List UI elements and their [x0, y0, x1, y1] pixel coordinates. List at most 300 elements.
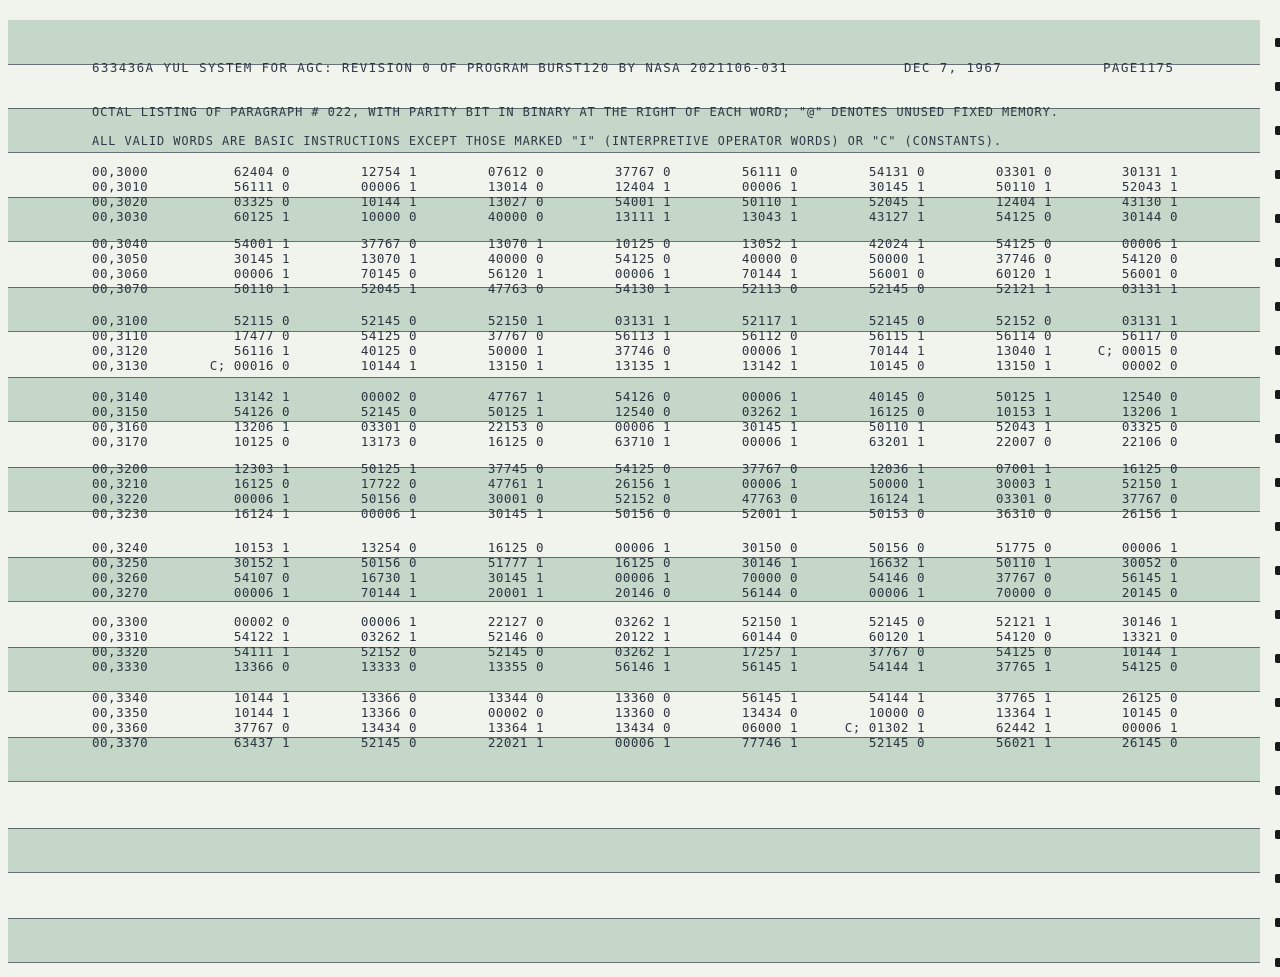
octal-word: 40125 0 — [360, 343, 417, 358]
listing-row — [0, 281, 1280, 296]
octal-word: 10144 1 — [1121, 644, 1178, 659]
octal-word: 22153 0 — [487, 419, 544, 434]
octal-word: 54146 0 — [868, 570, 925, 585]
octal-word: 10144 1 — [360, 358, 417, 373]
octal-word: 12540 0 — [1121, 389, 1178, 404]
octal-word: 26125 0 — [1121, 690, 1178, 705]
octal-word: 52145 0 — [868, 735, 925, 750]
octal-word: 12404 1 — [995, 194, 1052, 209]
octal-word: 50156 0 — [360, 555, 417, 570]
paragraph-description: OCTAL LISTING OF PARAGRAPH # 022, WITH PARITY BIT IN BINARY AT THE RIGHT OF EACH WORD; "@" DENOTES UNUSED FIXED MEMORY. — [92, 105, 1059, 119]
octal-word: 43130 1 — [1121, 194, 1178, 209]
octal-word: 17477 0 — [233, 328, 290, 343]
rule-line — [8, 781, 1260, 782]
octal-word: 16125 0 — [233, 476, 290, 491]
octal-word: 54126 0 — [233, 404, 290, 419]
green-band — [8, 918, 1260, 962]
octal-word: 50125 1 — [487, 404, 544, 419]
octal-word: 00006 1 — [614, 735, 671, 750]
octal-word: 56021 1 — [995, 735, 1052, 750]
octal-word: 06000 1 — [741, 720, 798, 735]
octal-word: 22106 0 — [1121, 434, 1178, 449]
octal-word: C; 00015 0 — [1097, 343, 1178, 358]
octal-word: 54126 0 — [614, 389, 671, 404]
octal-word: 00002 0 — [360, 389, 417, 404]
perforation-hole — [1275, 786, 1280, 795]
octal-word: 30145 1 — [868, 179, 925, 194]
address-label: 00,3340 — [92, 690, 149, 705]
octal-word: 13040 1 — [995, 343, 1052, 358]
word-legend: ALL VALID WORDS ARE BASIC INSTRUCTIONS EXCEPT THOSE MARKED "I" (INTERPRETIVE OPERATOR WORDS) OR "C" (CONSTANTS). — [92, 134, 1002, 148]
octal-word: 52145 0 — [360, 313, 417, 328]
octal-word: 13135 1 — [614, 358, 671, 373]
octal-word: 40000 0 — [487, 209, 544, 224]
octal-word: 13027 0 — [487, 194, 544, 209]
octal-word: 40145 0 — [868, 389, 925, 404]
listing-row — [0, 179, 1280, 194]
address-label: 00,3010 — [92, 179, 149, 194]
octal-word: 13360 0 — [614, 705, 671, 720]
octal-word: 30150 0 — [741, 540, 798, 555]
octal-word: 52150 1 — [487, 313, 544, 328]
address-label: 00,3050 — [92, 251, 149, 266]
octal-word: 54144 1 — [868, 659, 925, 674]
octal-word: 13070 1 — [487, 236, 544, 251]
octal-word: 52145 0 — [487, 644, 544, 659]
rule-line — [8, 918, 1260, 919]
octal-word: 03131 1 — [1121, 281, 1178, 296]
octal-word: 77746 1 — [741, 735, 798, 750]
octal-word: 63437 1 — [233, 735, 290, 750]
octal-word: 56146 1 — [614, 659, 671, 674]
octal-word: 13434 0 — [741, 705, 798, 720]
octal-word: 50153 0 — [868, 506, 925, 521]
octal-word: 52150 1 — [741, 614, 798, 629]
octal-word: 52113 0 — [741, 281, 798, 296]
rule-line — [8, 962, 1260, 963]
octal-word: 10145 0 — [868, 358, 925, 373]
octal-word: 52043 1 — [995, 419, 1052, 434]
octal-word: 00006 1 — [741, 343, 798, 358]
octal-word: 52145 0 — [868, 281, 925, 296]
octal-word: 37765 1 — [995, 690, 1052, 705]
octal-word: 26145 0 — [1121, 735, 1178, 750]
listing-row — [0, 540, 1280, 555]
octal-word: 00006 1 — [1121, 720, 1178, 735]
octal-word: 60120 1 — [868, 629, 925, 644]
octal-word: 63201 1 — [868, 434, 925, 449]
octal-word: 03301 0 — [995, 164, 1052, 179]
address-label: 00,3360 — [92, 720, 149, 735]
octal-word: 13043 1 — [741, 209, 798, 224]
listing-row — [0, 164, 1280, 179]
listing-row — [0, 389, 1280, 404]
listing-row — [0, 491, 1280, 506]
octal-word: 52121 1 — [995, 614, 1052, 629]
octal-word: 13142 1 — [233, 389, 290, 404]
octal-word: 10144 1 — [360, 194, 417, 209]
octal-word: 50110 1 — [868, 419, 925, 434]
octal-word: 03262 1 — [360, 629, 417, 644]
octal-word: 12540 0 — [614, 404, 671, 419]
perforation-hole — [1275, 302, 1280, 311]
listing-title: 633436A YUL SYSTEM FOR AGC: REVISION 0 OF PROGRAM BURST120 BY NASA 2021106-031 — [92, 60, 789, 75]
page-number: PAGE1175 — [1103, 60, 1175, 75]
octal-word: 13206 1 — [1121, 404, 1178, 419]
octal-word: 70144 1 — [868, 343, 925, 358]
perforation-hole — [1275, 830, 1280, 839]
octal-word: 37767 0 — [233, 720, 290, 735]
octal-word: 52117 1 — [741, 313, 798, 328]
octal-word: 13355 0 — [487, 659, 544, 674]
octal-word: 13333 0 — [360, 659, 417, 674]
octal-word: 52115 0 — [233, 313, 290, 328]
octal-word: 03301 0 — [995, 491, 1052, 506]
octal-word: 54130 1 — [614, 281, 671, 296]
listing-row — [0, 358, 1280, 373]
octal-word: 54125 0 — [614, 461, 671, 476]
perforation-hole — [1275, 82, 1280, 91]
octal-word: 00006 1 — [614, 266, 671, 281]
octal-word: 20145 0 — [1121, 585, 1178, 600]
octal-word: 40000 0 — [487, 251, 544, 266]
rule-line — [8, 152, 1260, 153]
octal-word: 10153 1 — [995, 404, 1052, 419]
octal-word: 22127 0 — [487, 614, 544, 629]
octal-word: 60120 1 — [995, 266, 1052, 281]
address-label: 00,3370 — [92, 735, 149, 750]
octal-word: 37767 0 — [1121, 491, 1178, 506]
address-label: 00,3040 — [92, 236, 149, 251]
perforation-hole — [1275, 522, 1280, 531]
octal-word: 37767 0 — [741, 461, 798, 476]
octal-word: 54122 1 — [233, 629, 290, 644]
perforation-hole — [1275, 126, 1280, 135]
octal-word: 50156 0 — [360, 491, 417, 506]
octal-word: 54107 0 — [233, 570, 290, 585]
octal-word: 50000 1 — [868, 251, 925, 266]
octal-word: 50110 1 — [741, 194, 798, 209]
octal-word: 37745 0 — [487, 461, 544, 476]
octal-word: 54125 0 — [614, 251, 671, 266]
octal-word: 22021 1 — [487, 735, 544, 750]
rule-line — [8, 828, 1260, 829]
listing-row — [0, 476, 1280, 491]
octal-word: 70000 0 — [995, 585, 1052, 600]
octal-word: 13150 1 — [995, 358, 1052, 373]
octal-word: 50110 1 — [995, 555, 1052, 570]
octal-word: C; 01302 1 — [844, 720, 925, 735]
octal-word: 00006 1 — [233, 585, 290, 600]
address-label: 00,3350 — [92, 705, 149, 720]
octal-word: 16125 0 — [868, 404, 925, 419]
listing-row — [0, 629, 1280, 644]
listing-row — [0, 555, 1280, 570]
octal-word: 54131 0 — [868, 164, 925, 179]
octal-word: 54120 0 — [995, 629, 1052, 644]
octal-word: 12303 1 — [233, 461, 290, 476]
octal-word: 47761 1 — [487, 476, 544, 491]
octal-word: 70000 0 — [741, 570, 798, 585]
octal-word: 10000 0 — [360, 209, 417, 224]
octal-word: 52045 1 — [868, 194, 925, 209]
octal-word: 47763 0 — [487, 281, 544, 296]
octal-word: 56112 0 — [741, 328, 798, 343]
octal-word: 07001 1 — [995, 461, 1052, 476]
octal-word: 13142 1 — [741, 358, 798, 373]
octal-word: 03131 1 — [614, 313, 671, 328]
octal-word: 52152 0 — [614, 491, 671, 506]
address-label: 00,3120 — [92, 343, 149, 358]
octal-word: 30146 1 — [1121, 614, 1178, 629]
address-label: 00,3100 — [92, 313, 149, 328]
address-label: 00,3260 — [92, 570, 149, 585]
octal-word: 56120 1 — [487, 266, 544, 281]
octal-word: 62404 0 — [233, 164, 290, 179]
octal-word: 10144 1 — [233, 690, 290, 705]
octal-word: 37767 0 — [487, 328, 544, 343]
octal-word: 56144 0 — [741, 585, 798, 600]
octal-word: 50125 1 — [995, 389, 1052, 404]
octal-word: 56115 1 — [868, 328, 925, 343]
listing-row — [0, 506, 1280, 521]
octal-word: 03325 0 — [1121, 419, 1178, 434]
octal-word: 30131 1 — [1121, 164, 1178, 179]
octal-word: 12754 1 — [360, 164, 417, 179]
octal-word: 12036 1 — [868, 461, 925, 476]
octal-word: 10125 0 — [233, 434, 290, 449]
octal-word: 52121 1 — [995, 281, 1052, 296]
listing-row — [0, 251, 1280, 266]
octal-word: 52043 1 — [1121, 179, 1178, 194]
octal-word: 10125 0 — [614, 236, 671, 251]
address-label: 00,3150 — [92, 404, 149, 419]
octal-word: 00006 1 — [741, 434, 798, 449]
octal-word: 13364 1 — [995, 705, 1052, 720]
octal-word: 20146 0 — [614, 585, 671, 600]
octal-word: 37746 0 — [995, 251, 1052, 266]
rule-line — [8, 377, 1260, 378]
octal-word: 00002 0 — [1121, 358, 1178, 373]
octal-word: 51775 0 — [995, 540, 1052, 555]
octal-word: 20122 1 — [614, 629, 671, 644]
octal-word: 56001 0 — [868, 266, 925, 281]
octal-word: 56113 1 — [614, 328, 671, 343]
octal-word: 00006 1 — [1121, 236, 1178, 251]
listing-date: DEC 7, 1967 — [904, 60, 1003, 75]
octal-word: 13366 0 — [233, 659, 290, 674]
octal-word: 52145 0 — [360, 404, 417, 419]
listing-row — [0, 585, 1280, 600]
octal-word: 50156 0 — [868, 540, 925, 555]
octal-word: 00002 0 — [487, 705, 544, 720]
octal-word: 56111 0 — [233, 179, 290, 194]
address-label: 00,3030 — [92, 209, 149, 224]
listing-row — [0, 690, 1280, 705]
octal-word: 56001 0 — [1121, 266, 1178, 281]
address-label: 00,3240 — [92, 540, 149, 555]
address-label: 00,3000 — [92, 164, 149, 179]
octal-word: 10153 1 — [233, 540, 290, 555]
octal-word: 16125 0 — [614, 555, 671, 570]
perforation-hole — [1275, 958, 1280, 967]
octal-word: 12404 1 — [614, 179, 671, 194]
octal-word: 30145 1 — [487, 570, 544, 585]
octal-word: 30145 1 — [487, 506, 544, 521]
address-label: 00,3300 — [92, 614, 149, 629]
octal-word: 70145 0 — [360, 266, 417, 281]
octal-word: 07612 0 — [487, 164, 544, 179]
octal-word: 13321 0 — [1121, 629, 1178, 644]
octal-word: 54144 1 — [868, 690, 925, 705]
octal-word: 13173 0 — [360, 434, 417, 449]
octal-word: 00006 1 — [614, 419, 671, 434]
octal-word: 51777 1 — [487, 555, 544, 570]
octal-word: 56111 0 — [741, 164, 798, 179]
octal-word: 43127 1 — [868, 209, 925, 224]
octal-word: 54125 0 — [1121, 659, 1178, 674]
address-label: 00,3200 — [92, 461, 149, 476]
octal-word: 54125 0 — [995, 236, 1052, 251]
octal-word: 00006 1 — [868, 585, 925, 600]
octal-word: 03325 0 — [233, 194, 290, 209]
octal-word: 50000 1 — [868, 476, 925, 491]
listing-row — [0, 461, 1280, 476]
octal-word: 26156 1 — [614, 476, 671, 491]
octal-word: 00006 1 — [741, 179, 798, 194]
octal-word: 62442 1 — [995, 720, 1052, 735]
octal-word: 16632 1 — [868, 555, 925, 570]
octal-word: 54001 1 — [614, 194, 671, 209]
address-label: 00,3330 — [92, 659, 149, 674]
octal-word: 16124 1 — [868, 491, 925, 506]
octal-word: 36310 0 — [995, 506, 1052, 521]
octal-word: 00006 1 — [741, 389, 798, 404]
octal-word: 52001 1 — [741, 506, 798, 521]
address-label: 00,3220 — [92, 491, 149, 506]
rule-line — [8, 872, 1260, 873]
octal-word: 37767 0 — [360, 236, 417, 251]
octal-word: 13344 0 — [487, 690, 544, 705]
octal-word: 56116 1 — [233, 343, 290, 358]
octal-word: 00006 1 — [360, 506, 417, 521]
listing-row — [0, 236, 1280, 251]
listing-row — [0, 735, 1280, 750]
listing-row — [0, 419, 1280, 434]
octal-word: 37767 0 — [995, 570, 1052, 585]
octal-word: 30052 0 — [1121, 555, 1178, 570]
octal-word: 13070 1 — [360, 251, 417, 266]
octal-word: 56145 1 — [741, 659, 798, 674]
octal-word: 30152 1 — [233, 555, 290, 570]
octal-word: 70144 1 — [741, 266, 798, 281]
octal-word: 00006 1 — [360, 179, 417, 194]
octal-word: 52145 0 — [360, 735, 417, 750]
octal-word: 22007 0 — [995, 434, 1052, 449]
address-label: 00,3070 — [92, 281, 149, 296]
octal-word: 54111 1 — [233, 644, 290, 659]
octal-word: 00006 1 — [614, 570, 671, 585]
octal-word: 50110 1 — [233, 281, 290, 296]
octal-word: 42024 1 — [868, 236, 925, 251]
octal-word: 13150 1 — [487, 358, 544, 373]
listing-row — [0, 404, 1280, 419]
octal-word: 20001 1 — [487, 585, 544, 600]
address-label: 00,3230 — [92, 506, 149, 521]
listing-row — [0, 720, 1280, 735]
octal-word: 13014 0 — [487, 179, 544, 194]
octal-word: 17257 1 — [741, 644, 798, 659]
listing-row — [0, 434, 1280, 449]
octal-word: 56117 0 — [1121, 328, 1178, 343]
listing-row — [0, 570, 1280, 585]
octal-word: 00006 1 — [741, 476, 798, 491]
octal-word: 52145 0 — [868, 313, 925, 328]
octal-word: 50000 1 — [487, 343, 544, 358]
octal-word: 54120 0 — [1121, 251, 1178, 266]
listing-row — [0, 328, 1280, 343]
octal-word: 56114 0 — [995, 328, 1052, 343]
address-label: 00,3320 — [92, 644, 149, 659]
octal-word: 37746 0 — [614, 343, 671, 358]
octal-word: 30145 1 — [741, 419, 798, 434]
octal-word: 13434 0 — [614, 720, 671, 735]
octal-word: 13360 0 — [614, 690, 671, 705]
octal-word: 52152 0 — [995, 313, 1052, 328]
octal-word: 03131 1 — [1121, 313, 1178, 328]
listing-row — [0, 194, 1280, 209]
octal-word: 13254 0 — [360, 540, 417, 555]
listing-row — [0, 705, 1280, 720]
octal-word: 16125 0 — [1121, 461, 1178, 476]
octal-word: 54001 1 — [233, 236, 290, 251]
octal-word: 47767 1 — [487, 389, 544, 404]
address-label: 00,3140 — [92, 389, 149, 404]
octal-word: C; 00016 0 — [209, 358, 290, 373]
octal-word: 52150 1 — [1121, 476, 1178, 491]
octal-word: 50110 1 — [995, 179, 1052, 194]
octal-word: 54125 0 — [360, 328, 417, 343]
octal-word: 16730 1 — [360, 570, 417, 585]
green-band — [8, 20, 1260, 64]
octal-word: 00002 0 — [233, 614, 290, 629]
address-label: 00,3250 — [92, 555, 149, 570]
octal-word: 60125 1 — [233, 209, 290, 224]
green-band — [8, 828, 1260, 872]
listing-row — [0, 659, 1280, 674]
octal-word: 52146 0 — [487, 629, 544, 644]
octal-word: 54125 0 — [995, 209, 1052, 224]
octal-word: 00006 1 — [233, 266, 290, 281]
octal-word: 03301 0 — [360, 419, 417, 434]
address-label: 00,3060 — [92, 266, 149, 281]
octal-word: 03262 1 — [741, 404, 798, 419]
octal-word: 13366 0 — [360, 705, 417, 720]
octal-word: 56145 1 — [1121, 570, 1178, 585]
octal-word: 52045 1 — [360, 281, 417, 296]
address-label: 00,3310 — [92, 629, 149, 644]
listing-row — [0, 614, 1280, 629]
address-label: 00,3170 — [92, 434, 149, 449]
perforation-hole — [1275, 874, 1280, 883]
octal-word: 60144 0 — [741, 629, 798, 644]
octal-word: 03262 1 — [614, 614, 671, 629]
octal-word: 52152 0 — [360, 644, 417, 659]
perforation-hole — [1275, 918, 1280, 927]
octal-word: 26156 1 — [1121, 506, 1178, 521]
octal-word: 47763 0 — [741, 491, 798, 506]
address-label: 00,3020 — [92, 194, 149, 209]
